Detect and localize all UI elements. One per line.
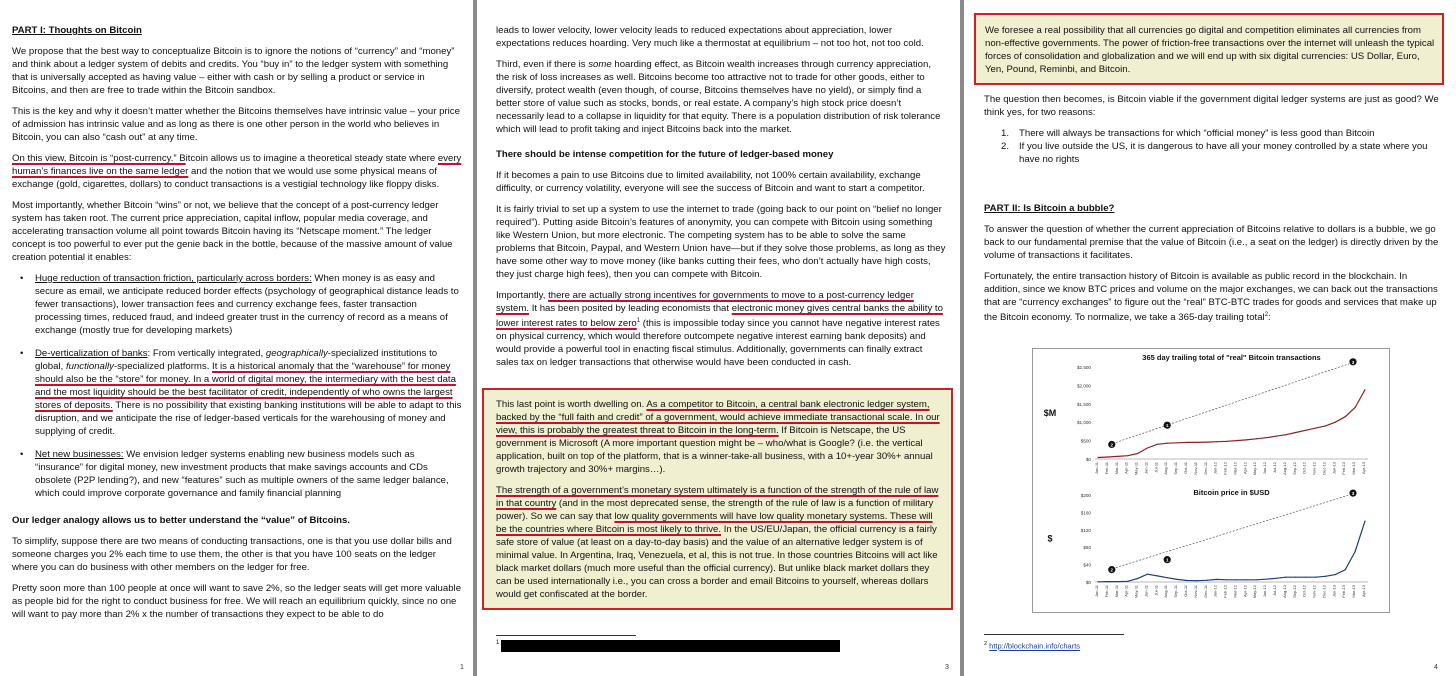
y-tick-label: $500 [1080, 438, 1091, 444]
text-run: This last point is worth dwelling on. [496, 399, 647, 410]
x-tick-label: May-11 [1133, 462, 1139, 476]
data-point [1285, 577, 1286, 578]
x-tick-label: Apr-13 [1361, 462, 1366, 475]
x-tick-label: Apr-11 [1123, 462, 1129, 474]
x-tick-label: Mar-12 [1232, 462, 1238, 475]
data-point [1107, 581, 1108, 582]
chart-title: Bitcoin price in $USD [1193, 488, 1270, 497]
x-tick-label: Jun-12 [1262, 585, 1268, 598]
data-point [1127, 455, 1128, 456]
red-underlined-text: electronic money gives central banks the ability to lower interest rates to below zero [496, 303, 943, 330]
text-run: (this is impossible today since you cannot have negative interest rates on physical currency, which would therefore outcompete negative interest earning bank deposits) and would provide a powerful tool in enacting fiscal stimulus. Additionally, governments can finally extract sales tax on ledger transactions that otherwise would have been conducted in cash. [496, 318, 940, 369]
data-point [1117, 581, 1118, 582]
data-point [1335, 422, 1336, 423]
page1-paragraph: This is the key and why it doesn’t matter whether the Bitcoins themselves have intrinsic value – your price of admission has intrinsic value and as long as there is one other person in the world who believes in Bitcoin, you can also “cash out” at any time. [12, 106, 460, 143]
x-tick-label: Sep-11 [1173, 585, 1179, 598]
x-tick-label: Jan-13 [1331, 462, 1337, 475]
x-tick-label: Jan-11 [1094, 585, 1099, 597]
chart-title: 365 day trailing total of "real" Bitcoin transactions [1142, 353, 1321, 362]
x-tick-label: Jul-12 [1272, 585, 1277, 596]
footnote-separator [496, 635, 636, 636]
x-tick-label: Aug-12 [1281, 462, 1287, 475]
x-tick-label: Feb-12 [1222, 462, 1228, 475]
page2-paragraph: leads to lower velocity, lower velocity leads to reduced expectations about appreciation, lower expectations reduces hoarding. Very much like a thermostat at equilibrium – not too hot, not too cold. [496, 25, 924, 49]
data-point [1315, 577, 1316, 578]
list-item [984, 140, 1442, 166]
x-tick-label: Mar-13 [1351, 462, 1357, 475]
callout-body [496, 398, 945, 609]
x-tick-label: Jun-11 [1143, 462, 1149, 474]
text-run: functionally [65, 361, 114, 372]
data-point [1226, 441, 1227, 442]
list-text: There will always be transactions for which “official money” is less good than Bitcoin [1019, 128, 1375, 139]
data-point [1275, 578, 1276, 579]
page3-paragraph [984, 270, 1442, 324]
text-run: some [588, 59, 612, 70]
page2-paragraph: It is fairly trivial to set up a system to use the internet to trade (going back to our point on “belief no longer required”). Putting aside Bitcoin’s features of anonymity, you can compete with Bitcoin using something like Western Union, but more electronic. The competing system has to be able to solve the same problems that Bitcoin, Paypal, and Western Union have—but if they solve those problems, as long as they have some other way to move money (like banks cutting their fees, who don’t actually have high costs, they just charge high fees), then you can compete with Bitcoin. [496, 204, 946, 280]
y-tick-label: $0 [1085, 580, 1091, 585]
y-tick-label: $160 [1080, 510, 1091, 516]
x-tick-label: Dec-11 [1202, 585, 1208, 598]
data-point [1177, 579, 1178, 580]
x-tick-label: Nov-12 [1311, 462, 1317, 475]
x-tick-label: Feb-13 [1341, 462, 1347, 475]
bullet-lead: Huge reduction of transaction friction, particularly across borders: [35, 273, 312, 284]
data-point [1236, 440, 1237, 441]
red-underlined-text: On this view, Bitcoin is “post-currency.” B [12, 153, 186, 164]
data-point [1147, 447, 1148, 448]
data-point [1275, 436, 1276, 437]
x-tick-label: May-12 [1252, 462, 1258, 476]
data-point [1206, 441, 1207, 442]
x-tick-label: Jun-12 [1262, 462, 1268, 475]
page-number: 1 [460, 664, 464, 671]
document-page-1 [0, 0, 473, 676]
footnote-ref: 1 [636, 318, 641, 324]
page-number: 3 [945, 664, 949, 671]
text-run: : From vertically integrated, [147, 348, 266, 359]
data-point [1295, 432, 1296, 433]
red-underlined-text: low quality governments will have low quality monetary systems. These will be the countries where Bitcoin is most likely to thrive. [496, 511, 933, 535]
text-run: geographically [265, 348, 328, 359]
y-tick-label: $0 [1085, 457, 1091, 462]
page2-paragraph [496, 289, 946, 369]
x-tick-label: Nov-12 [1311, 585, 1317, 598]
trend-arrow [1116, 364, 1349, 443]
data-point [1364, 389, 1365, 390]
page2-body-top [496, 24, 946, 377]
annotation-label: 3 [1351, 359, 1355, 365]
text-run: Fortunately, the entire transaction history of Bitcoin is available as public record in the blockchain. In addition, since we know BTC prices and volume on the major exchanges, we can back out the transactions that are “currency exchanges” to figure out the “real” BTC-BTC trades for goods and services that make up the Bitcoin economy. To normalize, we take a 365-day trailing total [984, 271, 1438, 324]
data-point [1364, 521, 1365, 522]
x-tick-label: Dec-11 [1202, 462, 1208, 475]
red-underlined-text: The strength of a government’s monetary system ultimately is a function of the strength of the rule of law in that country [496, 485, 939, 509]
data-point [1186, 580, 1187, 581]
text-run: (and in the most deprecated sense, the strength of the rule of law is a function of military power). So we can say that [496, 498, 934, 522]
x-tick-label: Aug-11 [1163, 585, 1169, 598]
data-point [1097, 581, 1098, 582]
list-item [12, 448, 462, 500]
text-run: : [1268, 312, 1271, 324]
x-tick-label: Feb-13 [1341, 585, 1347, 598]
data-point [1216, 441, 1217, 442]
footnote-ref: 2 [1264, 312, 1269, 318]
page1-paragraph: Most importantly, whether Bitcoin “wins” or not, we believe that the concept of a post-currency ledger system has taken root. The current price appreciation, capital inflow, popular media coverage, and accelerating transaction volume all point towards Bitcoin having its “Netscape moment.” The ledger concept is too powerful to ever put the genie back in the bottle, because of the massive amount of value creation potential it enables: [12, 200, 453, 263]
x-tick-label: Nov-11 [1192, 585, 1198, 598]
data-point [1305, 430, 1306, 431]
x-tick-label: Jan-13 [1331, 585, 1337, 598]
annotation-label: 3 [1351, 491, 1355, 497]
x-tick-label: Mar-11 [1113, 585, 1119, 598]
data-point [1266, 437, 1267, 438]
footnote-marker: 1 [496, 640, 500, 646]
page2-paragraph: If it becomes a pain to use Bitcoins due to limited availability, not 100% certain availability, exchange difficulty, or currency volatility, everyone will see the success of Bitcoin and want to start a competitor. [496, 170, 925, 194]
page2-paragraph [496, 58, 946, 136]
footnote-separator [984, 634, 1124, 635]
callout-body: We foresee a real possibility that all currencies go digital and competition eliminates all currencies from non-effective governments. The power of friction-free transactions over the internet will unleash the typical forces of consolidation and globalization and we will end up with six digital currencies: US Dollar, Euro, Yen, Pound, Reminbi, and Bitcoin. [985, 25, 1435, 75]
annotation-label: 2 [1110, 442, 1114, 448]
bullet-lead: De-verticalization of banks [35, 348, 148, 359]
page2-subheading: There should be intense competition for the future of ledger-based money [496, 149, 834, 160]
page-number: 4 [1434, 664, 1438, 671]
text-run: and the notion that we would use some physical means of exchange (gold, cigarettes, dollars) to conduct transactions is a vestigial technology like floppy disks. [12, 166, 440, 190]
x-tick-label: Apr-11 [1123, 585, 1129, 597]
page1-subheading: Our ledger analogy allows us to better understand the “value” of Bitcoins. [12, 515, 350, 526]
x-tick-label: Apr-13 [1361, 585, 1366, 598]
x-tick-label: Jul-11 [1153, 585, 1159, 596]
data-point [1216, 579, 1217, 580]
trend-arrow [1116, 495, 1349, 568]
data-point [1266, 579, 1267, 580]
callout-paragraph [496, 484, 945, 601]
page3-paragraph: The question then becomes, is Bitcoin viable if the government digital ledger systems are just as good? We think yes, for two reasons: [984, 94, 1439, 118]
data-point [1157, 444, 1158, 445]
data-point [1117, 456, 1118, 457]
text-run: -specialized platforms. [113, 361, 213, 372]
data-point [1196, 580, 1197, 581]
data-point [1315, 427, 1316, 428]
data-point [1325, 425, 1326, 426]
x-tick-label: May-12 [1252, 585, 1258, 599]
document-page-4 [964, 0, 1456, 676]
text-run: Third, even if there is [496, 59, 589, 70]
data-point [1097, 457, 1098, 458]
data-point [1355, 551, 1356, 552]
x-tick-label: Jan-12 [1212, 462, 1218, 475]
page1-paragraph [12, 152, 462, 191]
data-point [1206, 580, 1207, 581]
data-point [1177, 442, 1178, 443]
x-tick-label: Oct-12 [1301, 585, 1307, 598]
annotation-label: 1 [1165, 557, 1169, 563]
data-point [1295, 577, 1296, 578]
x-tick-label: Oct-11 [1183, 462, 1188, 474]
red-underlined-text: there are actually strong incentives for governments to move to a post-currency ledger system. [496, 290, 914, 314]
x-tick-label: Mar-13 [1351, 585, 1357, 598]
data-point [1256, 438, 1257, 439]
highlight-callout [482, 388, 953, 610]
text-run: It has been posited by leading economists that [529, 303, 732, 314]
x-tick-label: Apr-12 [1242, 585, 1248, 598]
y-axis-label: $M [1043, 408, 1057, 418]
x-tick-label: Jun-11 [1143, 585, 1149, 597]
page3-body [984, 93, 1442, 332]
page1-paragraph: To simplify, suppose there are two means of conducting transactions, one is that you use dollar bills and someone charges you 2% each time to use them, the other is that you have 100 seats on the ledger where you can do business with other members on the ledger for free. [12, 536, 452, 573]
list-number: 2. [1001, 141, 1010, 152]
x-tick-label: Feb-11 [1103, 585, 1109, 598]
x-tick-label: Apr-12 [1242, 462, 1248, 475]
x-tick-label: Oct-11 [1183, 585, 1188, 597]
page1-heading: PART I: Thoughts on Bitcoin [12, 25, 142, 36]
data-line [1098, 521, 1365, 582]
charts-figure [1032, 348, 1390, 613]
list-number: 1. [1001, 128, 1010, 139]
x-tick-label: Mar-11 [1113, 462, 1119, 475]
page1-paragraph: Pretty soon more than 100 people at once will want to save 2%, so the ledger seats will get more valuable as people bid for the right to conduct business for free. We will reach an equilibrium quickly, since no one will want to pay more than 2% x the number of transactions they expect to be able to do [12, 583, 462, 620]
x-tick-label: Dec-12 [1321, 462, 1327, 475]
data-point [1325, 576, 1326, 577]
x-tick-label: Feb-12 [1222, 585, 1228, 598]
x-tick-label: Jan-11 [1094, 462, 1099, 474]
page3-paragraph: To answer the question of whether the current appreciation of Bitcoins relative to dollars is a bubble, we go back to our fundamental premise that the value of Bitcoin (i.e., a seat on the ledger) is directly driven by the volume of transactions it facilitates. [984, 224, 1439, 261]
bitcoin-charts [1033, 349, 1389, 612]
data-point [1147, 574, 1148, 575]
data-point [1167, 443, 1168, 444]
page3-heading: PART II: Is Bitcoin a bubble? [984, 203, 1115, 214]
data-point [1355, 407, 1356, 408]
data-point [1236, 579, 1237, 580]
list-item [984, 127, 1442, 140]
x-tick-label: Jan-12 [1212, 585, 1218, 598]
data-point [1285, 434, 1286, 435]
data-point [1196, 442, 1197, 443]
page1-body [12, 24, 462, 629]
y-tick-label: $80 [1083, 545, 1091, 551]
x-tick-label: Sep-12 [1291, 462, 1297, 475]
x-tick-label: Mar-12 [1232, 585, 1238, 598]
data-point [1345, 569, 1346, 570]
x-tick-label: Dec-12 [1321, 585, 1327, 598]
list-item [12, 272, 462, 337]
data-point [1137, 578, 1138, 579]
document-page-3 [477, 0, 960, 676]
text-run: In the US/EU/Japan, the official currency is a fairly safe store of value (at least on a day-to-day basis) and the value of an alternative ledger system is of minimal value. In Argentina, Iraq, Venezuela, et al, this is not true. In those countries Bitcoins will act like black market dollars (much more useful than the official currency). But unlike black market dollars they can be used internationally i.e., you can cross a border and email Bitcoins to yourself, whereas dollars would get confiscated at the border. [496, 524, 938, 600]
text-run: There is no possibility that existing banking institutions will be able to adapt to this disruption, and we anticipate the rise of ledger-based verticals for the warehousing of money and supplying of credit. [35, 400, 462, 437]
x-tick-label: Nov-11 [1192, 462, 1198, 475]
y-tick-label: $2,000 [1076, 383, 1091, 389]
data-point [1157, 575, 1158, 576]
red-underlined-text: It is a historical anomaly that the “warehouse” for money should also be the “store” for money. In a world of digital money, the intermediary with the best data and the most liquidity should be the best facilitator of credit, independently of who owns the largest stores of deposits. [35, 361, 456, 411]
annotation-label: 2 [1110, 567, 1114, 573]
bullet-lead: Net new businesses: [35, 449, 124, 460]
data-point [1186, 442, 1187, 443]
x-tick-label: Sep-12 [1291, 585, 1297, 598]
y-axis-label: $ [1047, 533, 1053, 544]
data-point [1246, 579, 1247, 580]
x-tick-label: Jul-12 [1272, 462, 1277, 473]
y-tick-label: $200 [1080, 493, 1091, 498]
data-point [1345, 416, 1346, 417]
annotation-label: 1 [1165, 423, 1169, 429]
data-point [1246, 439, 1247, 440]
list-item [12, 347, 462, 438]
x-tick-label: Sep-11 [1173, 462, 1179, 475]
data-point [1256, 579, 1257, 580]
list-text: If you live outside the US, it is dangerous to have all your money controlled by a state where you have no rights [1019, 141, 1428, 165]
y-tick-label: $40 [1083, 562, 1091, 568]
benefits-list [12, 272, 462, 500]
y-tick-label: $1,500 [1076, 401, 1091, 407]
data-point [1107, 456, 1108, 457]
reasons-list [984, 127, 1442, 166]
x-tick-label: Feb-11 [1103, 462, 1109, 475]
text-run: itcoin allows us to imagine a theoretical steady state where [185, 153, 438, 164]
footnote-link[interactable]: http://blockchain.info/charts [989, 641, 1081, 651]
callout-paragraph [496, 398, 945, 476]
x-tick-label: Aug-12 [1281, 585, 1287, 598]
y-tick-label: $1,000 [1076, 420, 1091, 426]
data-point [1167, 577, 1168, 578]
redaction-bar [501, 640, 840, 652]
data-line [1098, 390, 1365, 458]
highlight-callout [974, 13, 1444, 85]
text-run: -specialized institutions to global, [35, 348, 438, 372]
data-point [1137, 453, 1138, 454]
data-point [1226, 579, 1227, 580]
x-tick-label: Jul-11 [1153, 462, 1159, 473]
data-point [1335, 574, 1336, 575]
data-point [1127, 581, 1128, 582]
bullet-text: We envision ledger systems enabling new business models such as “insurance” for digital money, new investment products that make savings accounts and CDs obsolete (P2P lending?), and new “features” such as multiple owners of the same ledger balance, which could improve corporate governance and family financial planning [35, 449, 449, 499]
y-tick-label: $2,500 [1076, 365, 1091, 370]
x-tick-label: Aug-11 [1163, 462, 1169, 475]
text-run: hoarding effect, as Bitcoin wealth increases through currency appreciation, the risk of loss increases as well. Bitcoins become too attractive not to trade for other goods, either to diversify, protect wealth (even though, of course, Bitcoins themselves have no yield), or simply find a better store of value such as stocks, bonds, or real estate. A company’s high stock price doesn’t necessarily lead to a collapse in liquidity for that equity. There is a population distribution of risk tolerance which will lead to profit taking and inject Bitcoins back into the market. [496, 59, 941, 135]
x-tick-label: Oct-12 [1301, 462, 1307, 475]
x-tick-label: May-11 [1133, 585, 1139, 599]
text-run: Importantly, [496, 290, 549, 301]
red-underlined-text: As a competitor to Bitcoin, a central bank electronic ledger system, backed by the “full faith and credit” of a government, would achieve immediate transactional scale. In our view, this is probably the greatest threat to Bitcoin in the long-term. [496, 399, 940, 436]
bullet-text: When money is as easy and secure as email, we anticipate reduced border effects (psychology of geographical distance leads to fewer transactions), lower transaction fees and currency exchange fees, faster transaction processing times, reduced fraud, and indeed greater trust in the currency of record as a means of exchange (mostly true for developing markets) [35, 273, 459, 336]
red-underlined-text: every human’s finances live on the same ledger [12, 153, 462, 177]
data-point [1305, 577, 1306, 578]
y-tick-label: $120 [1080, 527, 1091, 533]
footnote [984, 641, 1080, 651]
footnote-marker: 2 [984, 641, 988, 647]
page1-paragraph: We propose that the best way to conceptualize Bitcoin is to ignore the notions of “currency” and “money” and think about a ledger system of debits and credits. You “buy in” to the ledger system with something that is universally accepted as having value – either with cash or by selling a product or service in Bitcoins, and then are free to trade within the Bitcoin sandbox. [12, 46, 455, 96]
text-run: If Bitcoin is Netscape, the US government is Microsoft (A more important question might be – who/what is Google? (i.e. the vertical application, built on top of the platform, that is a winner-take-all business, with a 10+-year 30%+ annual growth trajectory and 30%+ margins…). [496, 425, 933, 475]
